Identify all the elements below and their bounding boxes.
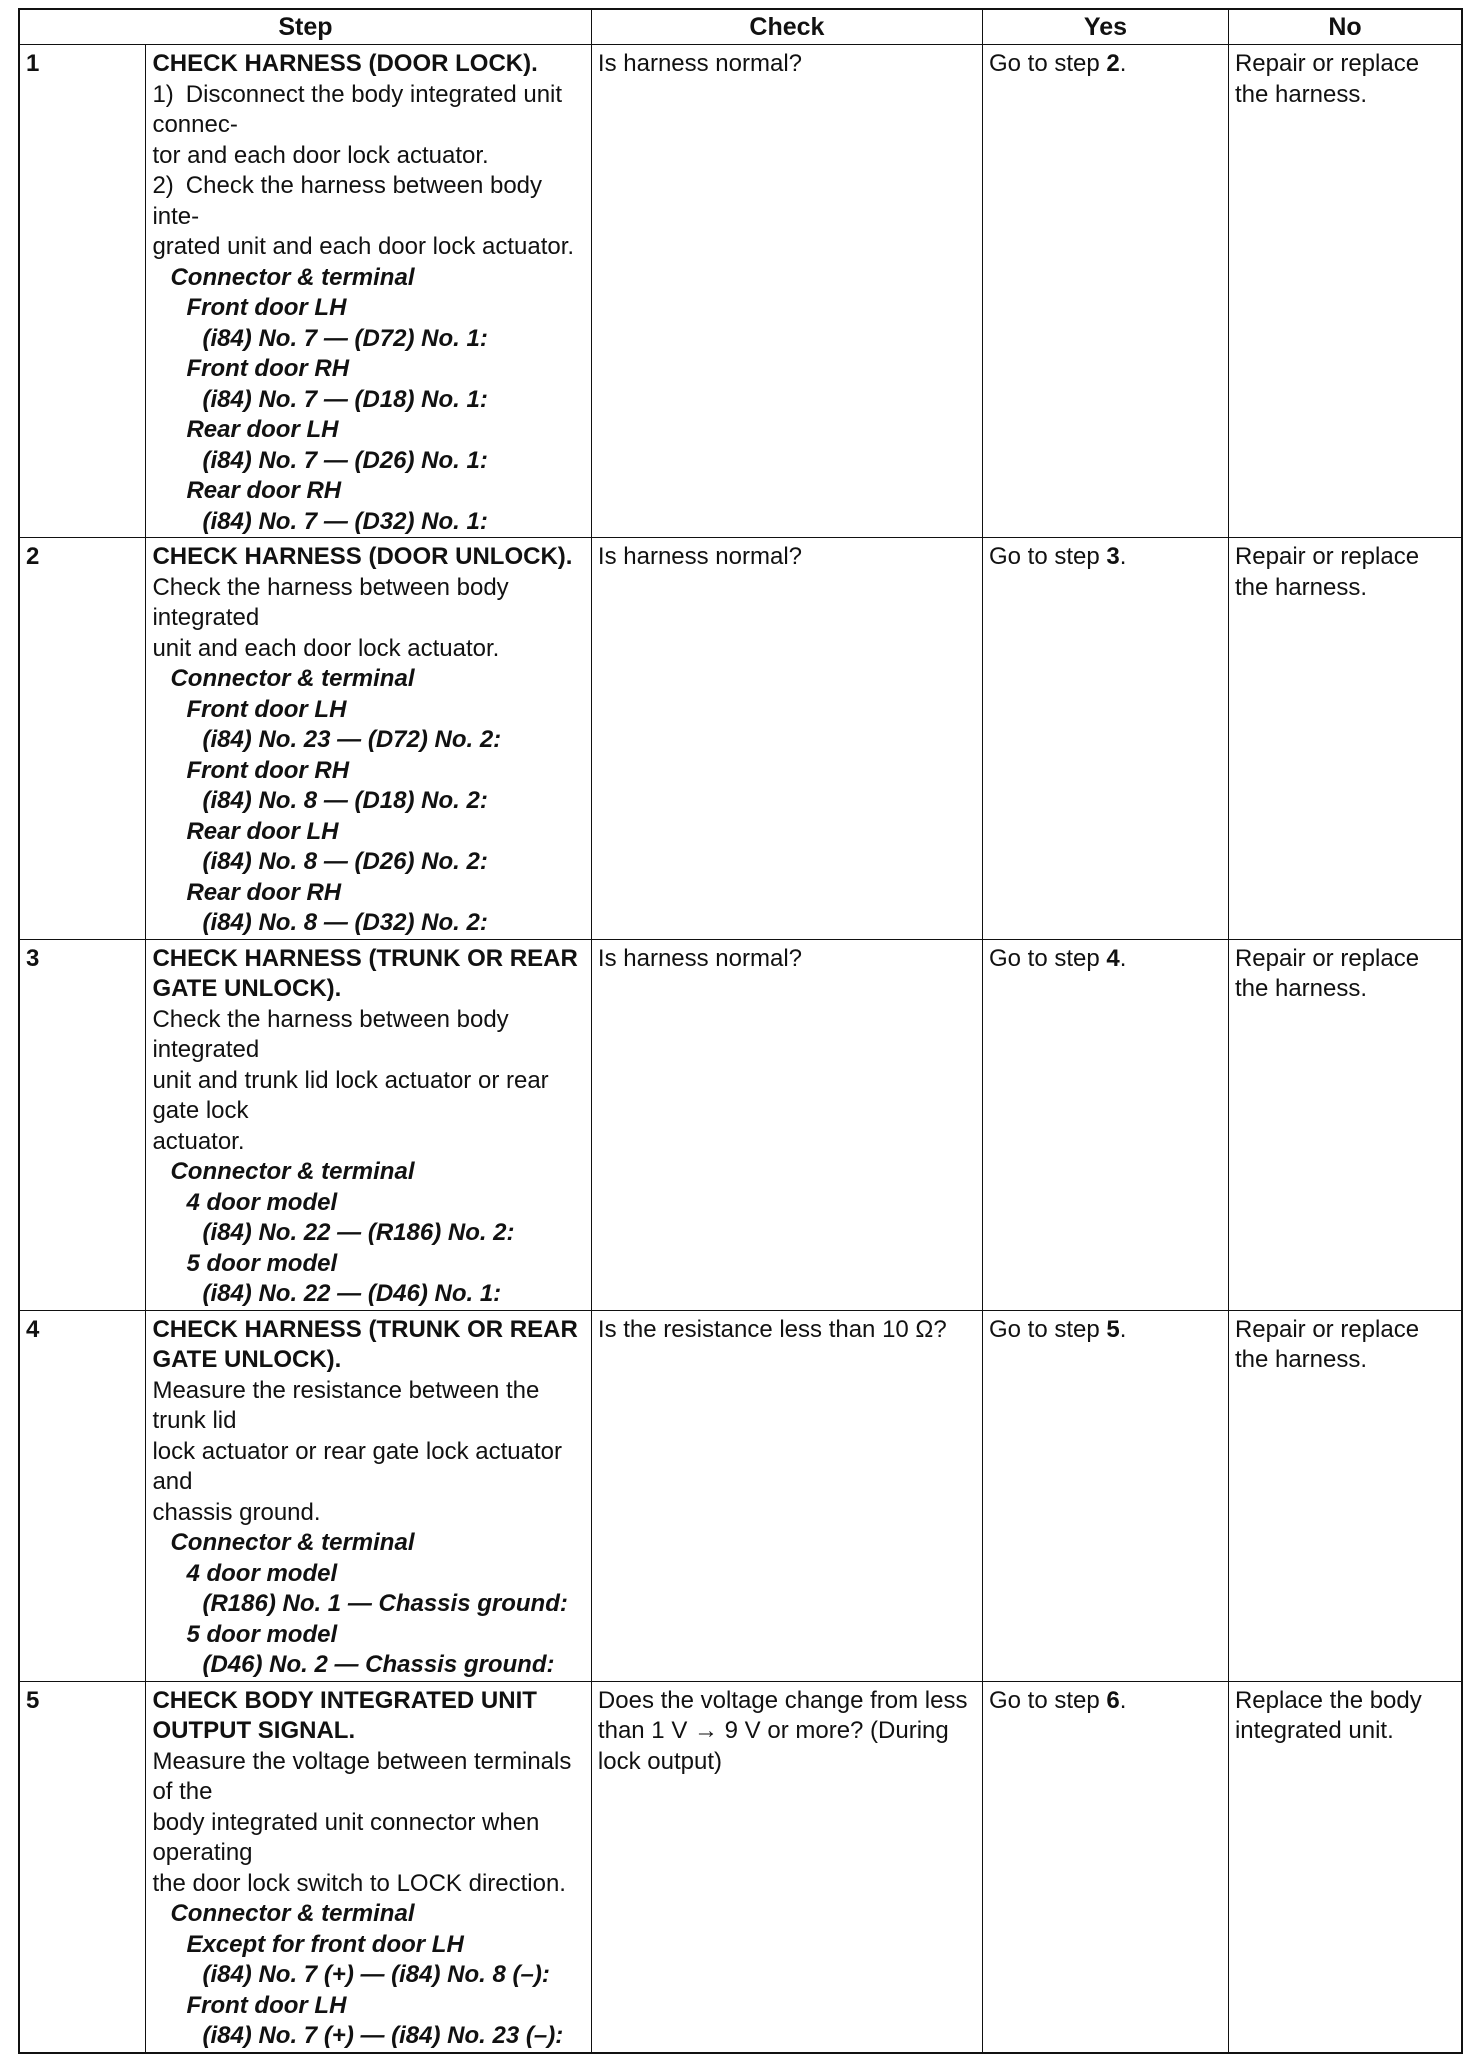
terminal-spec: (R186) No. 1 — Chassis ground: [202,1590,568,1617]
location-label: Rear door RH [186,477,342,504]
yes-text: Go to step [988,1686,1107,1714]
step-number: 3 [19,939,146,1310]
terminal-spec: (i84) No. 7 — (D18) No. 1: [202,385,488,413]
table-row [19,1681,1462,2053]
step-heading: CHECK HARNESS (DOOR LOCK). [152,50,538,77]
step-text-line: grated unit and each door lock actuator. [152,233,575,260]
check-question: Is harness normal? [591,939,982,1310]
step-description [146,1681,591,2053]
no-action: Repair or replace the harness. [1228,939,1462,1310]
location-label: Except for front door LH [186,1930,464,1958]
step-description [146,939,591,1310]
terminal-spec: (i84) No. 7 — (D32) No. 1: [202,507,488,535]
yes-text: Go to step [988,50,1107,77]
step-text-line: actuator. [152,1127,245,1155]
yes-text: Go to step [988,1315,1107,1343]
check-question: Does the voltage change from less than 1 V → 9 V or more? (During lock output) [591,1681,982,2053]
yes-action [982,1681,1228,2053]
location-label: 4 door model [186,1559,338,1587]
connector-terminal-label: Connector & terminal [170,263,415,291]
table-row [19,538,1462,940]
location-label: Front door LH [186,294,347,321]
yes-suffix: . [1119,1315,1127,1343]
check-question: Is the resistance less than 10 Ω? [591,1310,982,1681]
terminal-spec: (i84) No. 8 — (D32) No. 2: [202,909,488,936]
step-text-line: body integrated unit connector when operating [152,1808,540,1866]
header-no: No [1228,9,1462,45]
table-body [19,45,1462,2053]
yes-step-number: 2 [1106,50,1120,77]
step-text-line: 2) Check the harness between body inte- [152,172,543,230]
connector-terminal-label: Connector & terminal [170,1900,415,1927]
yes-step-number: 4 [1106,944,1120,972]
location-label: Front door LH [186,1991,347,2019]
terminal-spec: (i84) No. 7 (+) — (i84) No. 8 (–): [202,1961,550,1988]
yes-action [982,45,1228,538]
step-number: 2 [19,538,146,940]
yes-action [982,538,1228,940]
step-description [146,538,591,940]
location-label: 5 door model [186,1620,338,1648]
step-text-line: lock actuator or rear gate lock actuator and [152,1437,562,1495]
diagnostic-table [18,8,1463,2054]
no-action: Replace the body integrated unit. [1228,1681,1462,2053]
table-row [19,939,1462,1310]
header-row [19,9,1462,45]
check-question: Is harness normal? [591,45,982,538]
yes-suffix: . [1119,50,1127,77]
location-label: Rear door RH [186,878,342,906]
no-action: Repair or replace the harness. [1228,538,1462,940]
location-label: 5 door model [186,1249,338,1277]
terminal-spec: (i84) No. 7 — (D72) No. 1: [202,324,488,352]
step-heading: CHECK BODY INTEGRATED UNIT OUTPUT SIGNAL. [152,1686,537,1744]
terminal-spec: (i84) No. 22 — (R186) No. 2: [202,1219,515,1246]
yes-suffix: . [1119,1686,1127,1714]
header-step: Step [19,9,591,45]
yes-action [982,939,1228,1310]
step-number: 5 [19,1681,146,2053]
table-row [19,45,1462,538]
step-text-line: chassis ground. [152,1498,321,1526]
yes-action [982,1310,1228,1681]
terminal-spec: (i84) No. 22 — (D46) No. 1: [202,1280,502,1307]
terminal-spec: (i84) No. 8 — (D18) No. 2: [202,787,488,814]
terminal-spec: (i84) No. 7 — (D26) No. 1: [202,446,488,474]
check-question: Is harness normal? [591,538,982,940]
yes-suffix: . [1119,543,1127,570]
step-text-line: tor and each door lock actuator. [152,141,489,169]
terminal-spec: (i84) No. 8 — (D26) No. 2: [202,848,488,875]
yes-step-number: 6 [1106,1686,1120,1714]
step-heading: CHECK HARNESS (DOOR UNLOCK). [152,543,573,570]
yes-text: Go to step [988,543,1107,570]
yes-step-number: 5 [1106,1315,1120,1343]
step-text-line: Check the harness between body integrated [152,573,509,631]
location-label: Front door LH [186,695,347,723]
step-text-line: unit and each door lock actuator. [152,634,500,662]
yes-step-number: 3 [1106,543,1120,570]
step-description [146,1310,591,1681]
connector-terminal-label: Connector & terminal [170,1529,415,1556]
step-number: 1 [19,45,146,538]
location-label: Rear door LH [186,817,339,845]
header-check: Check [591,9,982,45]
step-number: 4 [19,1310,146,1681]
terminal-spec: (i84) No. 7 (+) — (i84) No. 23 (–): [202,2022,564,2049]
location-label: Front door RH [186,756,350,784]
step-text-line: 1) Disconnect the body integrated unit connec- [152,80,563,138]
step-description [146,45,591,538]
yes-suffix: . [1119,944,1127,972]
connector-terminal-label: Connector & terminal [170,665,415,692]
connector-terminal-label: Connector & terminal [170,1158,415,1185]
header-yes: Yes [982,9,1228,45]
table-row [19,1310,1462,1681]
terminal-spec: (D46) No. 2 — Chassis ground: [202,1651,555,1678]
step-text-line: Measure the voltage between terminals of the [152,1747,572,1805]
location-label: Front door RH [186,355,350,382]
step-heading: CHECK HARNESS (TRUNK OR REAR GATE UNLOCK). [152,1315,578,1373]
step-text-line: Measure the resistance between the trunk lid [152,1376,540,1434]
step-text-line: Check the harness between body integrated [152,1005,509,1063]
location-label: 4 door model [186,1188,338,1216]
step-heading: CHECK HARNESS (TRUNK OR REAR GATE UNLOCK). [152,944,578,1002]
terminal-spec: (i84) No. 23 — (D72) No. 2: [202,726,502,753]
location-label: Rear door LH [186,416,339,443]
no-action: Repair or replace the harness. [1228,45,1462,538]
yes-text: Go to step [988,944,1107,972]
no-action: Repair or replace the harness. [1228,1310,1462,1681]
step-text-line: unit and trunk lid lock actuator or rear gate lock [152,1066,549,1124]
step-text-line: the door lock switch to LOCK direction. [152,1869,566,1897]
